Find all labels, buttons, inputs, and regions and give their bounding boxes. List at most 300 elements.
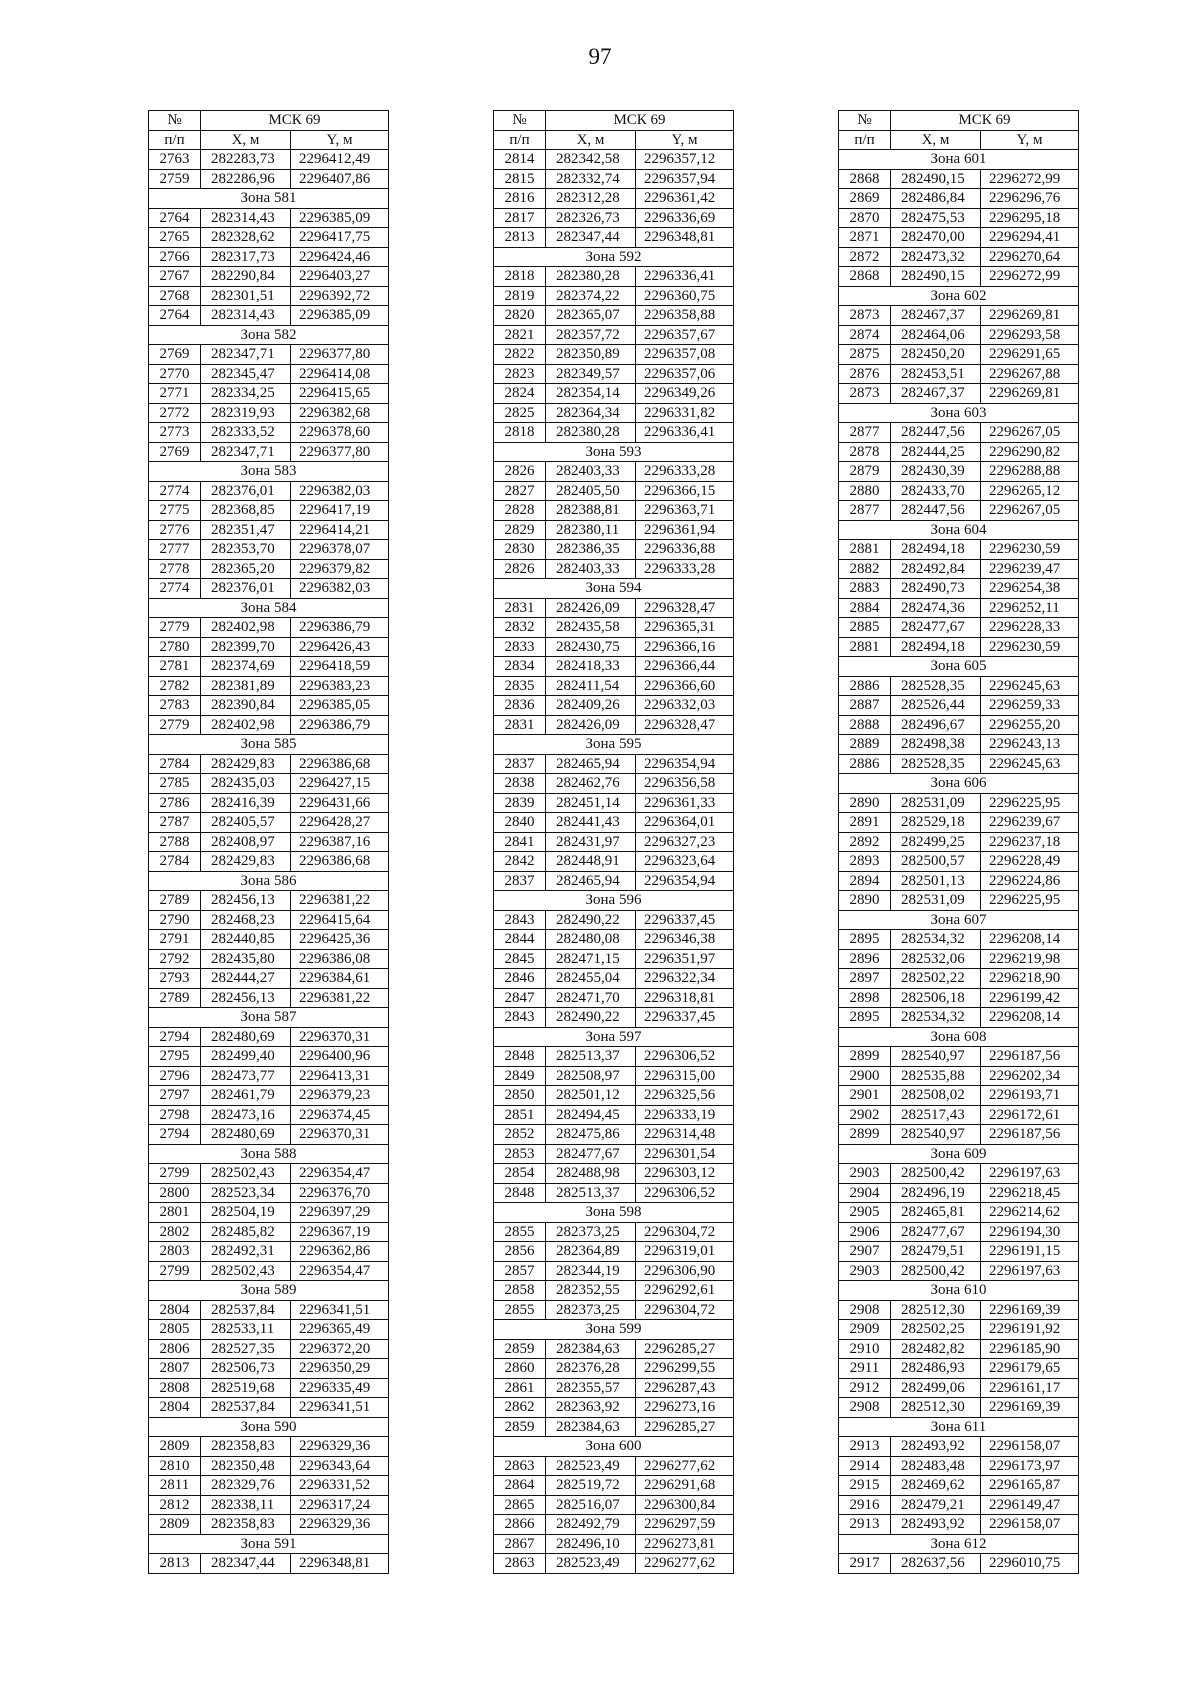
y-coordinate: 2296403,27 [291, 267, 389, 287]
x-coordinate: 282405,57 [201, 813, 291, 833]
zone-label: Зона 585 [149, 735, 389, 755]
y-coordinate: 2296361,33 [636, 793, 734, 813]
point-number: 2772 [149, 403, 201, 423]
table-row [494, 1417, 734, 1437]
x-coordinate: 282492,79 [546, 1515, 636, 1535]
point-number: 2868 [839, 267, 891, 287]
header-y: Y, м [291, 130, 389, 150]
table-row [149, 715, 389, 735]
point-number: 2868 [839, 169, 891, 189]
point-number: 2800 [149, 1183, 201, 1203]
point-number: 2812 [149, 1495, 201, 1515]
y-coordinate: 2296333,28 [636, 559, 734, 579]
table-row [494, 813, 734, 833]
x-coordinate: 282416,39 [201, 793, 291, 813]
x-coordinate: 282352,55 [546, 1281, 636, 1301]
point-number: 2874 [839, 325, 891, 345]
y-coordinate: 2296381,22 [291, 988, 389, 1008]
point-number: 2913 [839, 1437, 891, 1457]
x-coordinate: 282534,32 [891, 1008, 981, 1028]
table-row [839, 364, 1079, 384]
y-coordinate: 2296365,49 [291, 1320, 389, 1340]
point-number: 2818 [494, 423, 546, 443]
y-coordinate: 2296285,27 [636, 1417, 734, 1437]
x-coordinate: 282479,51 [891, 1242, 981, 1262]
point-number: 2885 [839, 618, 891, 638]
y-coordinate: 2296360,75 [636, 286, 734, 306]
x-coordinate: 282523,49 [546, 1456, 636, 1476]
point-number: 2782 [149, 676, 201, 696]
y-coordinate: 2296272,99 [981, 267, 1079, 287]
x-coordinate: 282347,71 [201, 345, 291, 365]
x-coordinate: 282540,97 [891, 1125, 981, 1145]
x-coordinate: 282494,18 [891, 540, 981, 560]
x-coordinate: 282502,22 [891, 969, 981, 989]
y-coordinate: 2296362,86 [291, 1242, 389, 1262]
x-coordinate: 282317,73 [201, 247, 291, 267]
header-msk: МСК 69 [891, 111, 1079, 131]
point-number: 2861 [494, 1378, 546, 1398]
table-row [839, 1495, 1079, 1515]
zone-row [494, 247, 734, 267]
point-number: 2788 [149, 832, 201, 852]
x-coordinate: 282496,67 [891, 715, 981, 735]
table-row [494, 1554, 734, 1574]
y-coordinate: 2296377,80 [291, 442, 389, 462]
x-coordinate: 282433,70 [891, 481, 981, 501]
x-coordinate: 282358,83 [201, 1515, 291, 1535]
y-coordinate: 2296348,81 [291, 1554, 389, 1574]
y-coordinate: 2296348,81 [636, 228, 734, 248]
point-number: 2818 [494, 267, 546, 287]
zone-row [839, 1027, 1079, 1047]
table-row [149, 1066, 389, 1086]
table-row [149, 754, 389, 774]
point-number: 2828 [494, 501, 546, 521]
x-coordinate: 282485,82 [201, 1222, 291, 1242]
zone-label: Зона 595 [494, 735, 734, 755]
x-coordinate: 282333,52 [201, 423, 291, 443]
table-row [149, 1456, 389, 1476]
x-coordinate: 282381,89 [201, 676, 291, 696]
y-coordinate: 2296306,52 [636, 1047, 734, 1067]
point-number: 2807 [149, 1359, 201, 1379]
header-number: № [839, 111, 891, 131]
table-row [149, 1437, 389, 1457]
table-row [149, 579, 389, 599]
x-coordinate: 282465,94 [546, 754, 636, 774]
zone-label: Зона 582 [149, 325, 389, 345]
zone-row [149, 735, 389, 755]
point-number: 2916 [839, 1495, 891, 1515]
point-number: 2823 [494, 364, 546, 384]
table-row [149, 1125, 389, 1145]
table-row [494, 1339, 734, 1359]
point-number: 2857 [494, 1261, 546, 1281]
point-number: 2808 [149, 1378, 201, 1398]
point-number: 2898 [839, 988, 891, 1008]
header-number: № [149, 111, 201, 131]
x-coordinate: 282492,31 [201, 1242, 291, 1262]
page-number: 97 [588, 44, 612, 69]
point-number: 2824 [494, 384, 546, 404]
table-row [149, 949, 389, 969]
y-coordinate: 2296337,45 [636, 910, 734, 930]
point-number: 2890 [839, 891, 891, 911]
zone-row [839, 657, 1079, 677]
x-coordinate: 282477,67 [891, 618, 981, 638]
y-coordinate: 2296364,01 [636, 813, 734, 833]
point-number: 2815 [494, 169, 546, 189]
x-coordinate: 282490,22 [546, 1008, 636, 1028]
zone-label: Зона 597 [494, 1027, 734, 1047]
y-coordinate: 2296354,94 [636, 754, 734, 774]
x-coordinate: 282384,63 [546, 1339, 636, 1359]
x-coordinate: 282516,07 [546, 1495, 636, 1515]
table-row [149, 637, 389, 657]
x-coordinate: 282502,43 [201, 1261, 291, 1281]
point-number: 2863 [494, 1554, 546, 1574]
table-row [494, 364, 734, 384]
point-number: 2814 [494, 150, 546, 170]
table-row [149, 1339, 389, 1359]
point-number: 2877 [839, 501, 891, 521]
point-number: 2848 [494, 1047, 546, 1067]
table-row [149, 1086, 389, 1106]
y-coordinate: 2296392,72 [291, 286, 389, 306]
x-coordinate: 282455,04 [546, 969, 636, 989]
y-coordinate: 2296199,42 [981, 988, 1079, 1008]
header-x: X, м [546, 130, 636, 150]
y-coordinate: 2296378,07 [291, 540, 389, 560]
x-coordinate: 282473,16 [201, 1105, 291, 1125]
table-row [494, 1164, 734, 1184]
point-number: 2847 [494, 988, 546, 1008]
point-number: 2908 [839, 1398, 891, 1418]
table-row [149, 423, 389, 443]
table-row [149, 988, 389, 1008]
table-row [839, 1300, 1079, 1320]
table-row [149, 1183, 389, 1203]
y-coordinate: 2296193,71 [981, 1086, 1079, 1106]
y-coordinate: 2296267,05 [981, 501, 1079, 521]
zone-row [149, 189, 389, 209]
y-coordinate: 2296382,03 [291, 579, 389, 599]
table-row [494, 1066, 734, 1086]
y-coordinate: 2296314,48 [636, 1125, 734, 1145]
point-number: 2859 [494, 1417, 546, 1437]
table-row [494, 1281, 734, 1301]
x-coordinate: 282334,25 [201, 384, 291, 404]
y-coordinate: 2296197,63 [981, 1164, 1079, 1184]
y-coordinate: 2296325,56 [636, 1086, 734, 1106]
x-coordinate: 282502,25 [891, 1320, 981, 1340]
table-row [839, 1183, 1079, 1203]
x-coordinate: 282494,18 [891, 637, 981, 657]
y-coordinate: 2296295,18 [981, 208, 1079, 228]
point-number: 2801 [149, 1203, 201, 1223]
point-number: 2859 [494, 1339, 546, 1359]
y-coordinate: 2296187,56 [981, 1125, 1079, 1145]
coordinates-table-2 [493, 110, 734, 1574]
y-coordinate: 2296202,34 [981, 1066, 1079, 1086]
y-coordinate: 2296237,18 [981, 832, 1079, 852]
table-row [839, 228, 1079, 248]
y-coordinate: 2296341,51 [291, 1300, 389, 1320]
y-coordinate: 2296331,82 [636, 403, 734, 423]
table-row [149, 1300, 389, 1320]
point-number: 2787 [149, 813, 201, 833]
y-coordinate: 2296269,81 [981, 306, 1079, 326]
zone-label: Зона 604 [839, 520, 1079, 540]
table-row [494, 696, 734, 716]
table-row [149, 540, 389, 560]
y-coordinate: 2296425,36 [291, 930, 389, 950]
point-number: 2802 [149, 1222, 201, 1242]
zone-row [839, 1281, 1079, 1301]
y-coordinate: 2296336,41 [636, 267, 734, 287]
y-coordinate: 2296270,64 [981, 247, 1079, 267]
x-coordinate: 282494,45 [546, 1105, 636, 1125]
table-row [494, 1261, 734, 1281]
point-number: 2805 [149, 1320, 201, 1340]
table-row [839, 715, 1079, 735]
table-row [494, 520, 734, 540]
point-number: 2813 [494, 228, 546, 248]
point-number: 2872 [839, 247, 891, 267]
table-row [839, 1437, 1079, 1457]
zone-label: Зона 605 [839, 657, 1079, 677]
point-number: 2867 [494, 1534, 546, 1554]
point-number: 2846 [494, 969, 546, 989]
table-row [494, 1495, 734, 1515]
y-coordinate: 2296366,16 [636, 637, 734, 657]
table-row [149, 910, 389, 930]
x-coordinate: 282456,13 [201, 891, 291, 911]
y-coordinate: 2296336,88 [636, 540, 734, 560]
y-coordinate: 2296299,55 [636, 1359, 734, 1379]
x-coordinate: 282475,53 [891, 208, 981, 228]
table-row [494, 852, 734, 872]
y-coordinate: 2296158,07 [981, 1515, 1079, 1535]
point-number: 2912 [839, 1378, 891, 1398]
point-number: 2848 [494, 1183, 546, 1203]
table-row [494, 325, 734, 345]
table-row [839, 793, 1079, 813]
table-row [839, 988, 1079, 1008]
x-coordinate: 282441,43 [546, 813, 636, 833]
point-number: 2799 [149, 1261, 201, 1281]
x-coordinate: 282373,25 [546, 1222, 636, 1242]
y-coordinate: 2296208,14 [981, 1008, 1079, 1028]
y-coordinate: 2296337,45 [636, 1008, 734, 1028]
point-number: 2798 [149, 1105, 201, 1125]
x-coordinate: 282283,73 [201, 150, 291, 170]
y-coordinate: 2296415,65 [291, 384, 389, 404]
table-row [149, 403, 389, 423]
zone-row [839, 520, 1079, 540]
zone-row [839, 150, 1079, 170]
zone-label: Зона 593 [494, 442, 734, 462]
point-number: 2840 [494, 813, 546, 833]
y-coordinate: 2296149,47 [981, 1495, 1079, 1515]
point-number: 2876 [839, 364, 891, 384]
x-coordinate: 282523,49 [546, 1554, 636, 1574]
y-coordinate: 2296322,34 [636, 969, 734, 989]
table-row [149, 657, 389, 677]
y-coordinate: 2296413,31 [291, 1066, 389, 1086]
y-coordinate: 2296224,86 [981, 871, 1079, 891]
x-coordinate: 282351,47 [201, 520, 291, 540]
point-number: 2855 [494, 1300, 546, 1320]
x-coordinate: 282380,28 [546, 423, 636, 443]
table-row [839, 696, 1079, 716]
x-coordinate: 282479,21 [891, 1495, 981, 1515]
point-number: 2784 [149, 754, 201, 774]
zone-row [149, 1534, 389, 1554]
table-row [149, 345, 389, 365]
table-row [149, 1242, 389, 1262]
x-coordinate: 282405,50 [546, 481, 636, 501]
table-row [149, 696, 389, 716]
table-row [839, 1456, 1079, 1476]
point-number: 2790 [149, 910, 201, 930]
table-row [149, 1495, 389, 1515]
point-number: 2826 [494, 462, 546, 482]
point-number: 2769 [149, 442, 201, 462]
zone-row [839, 1534, 1079, 1554]
x-coordinate: 282364,34 [546, 403, 636, 423]
table-row [149, 1261, 389, 1281]
table-row [494, 228, 734, 248]
x-coordinate: 282473,32 [891, 247, 981, 267]
zone-label: Зона 590 [149, 1417, 389, 1437]
y-coordinate: 2296296,76 [981, 189, 1079, 209]
table-row [494, 1105, 734, 1125]
table-row [839, 169, 1079, 189]
point-number: 2778 [149, 559, 201, 579]
zone-label: Зона 610 [839, 1281, 1079, 1301]
zone-label: Зона 607 [839, 910, 1079, 930]
y-coordinate: 2296386,79 [291, 618, 389, 638]
point-number: 2841 [494, 832, 546, 852]
x-coordinate: 282373,25 [546, 1300, 636, 1320]
table-row [839, 969, 1079, 989]
zone-label: Зона 600 [494, 1437, 734, 1457]
table-row [149, 793, 389, 813]
table-row [494, 598, 734, 618]
x-coordinate: 282490,73 [891, 579, 981, 599]
table-row [494, 150, 734, 170]
x-coordinate: 282447,56 [891, 423, 981, 443]
x-coordinate: 282535,88 [891, 1066, 981, 1086]
y-coordinate: 2296288,88 [981, 462, 1079, 482]
x-coordinate: 282312,28 [546, 189, 636, 209]
table-row [839, 598, 1079, 618]
y-coordinate: 2296431,66 [291, 793, 389, 813]
x-coordinate: 282365,07 [546, 306, 636, 326]
point-number: 2821 [494, 325, 546, 345]
x-coordinate: 282490,15 [891, 169, 981, 189]
table-row [149, 1515, 389, 1535]
header-y: Y, м [636, 130, 734, 150]
point-number: 2837 [494, 871, 546, 891]
x-coordinate: 282345,47 [201, 364, 291, 384]
x-coordinate: 282540,97 [891, 1047, 981, 1067]
y-coordinate: 2296336,69 [636, 208, 734, 228]
table-row [839, 1554, 1079, 1574]
x-coordinate: 282496,19 [891, 1183, 981, 1203]
y-coordinate: 2296291,68 [636, 1476, 734, 1496]
y-coordinate: 2296318,81 [636, 988, 734, 1008]
point-number: 2900 [839, 1066, 891, 1086]
y-coordinate: 2296333,28 [636, 462, 734, 482]
table-row [839, 1047, 1079, 1067]
zone-label: Зона 606 [839, 774, 1079, 794]
point-number: 2799 [149, 1164, 201, 1184]
point-number: 2837 [494, 754, 546, 774]
table-row [494, 1476, 734, 1496]
table-row [149, 676, 389, 696]
y-coordinate: 2296304,72 [636, 1222, 734, 1242]
table-row [149, 1105, 389, 1125]
y-coordinate: 2296323,64 [636, 852, 734, 872]
point-number: 2794 [149, 1125, 201, 1145]
x-coordinate: 282500,42 [891, 1261, 981, 1281]
y-coordinate: 2296303,12 [636, 1164, 734, 1184]
x-coordinate: 282347,71 [201, 442, 291, 462]
zone-label: Зона 587 [149, 1008, 389, 1028]
y-coordinate: 2296415,64 [291, 910, 389, 930]
point-number: 2793 [149, 969, 201, 989]
y-coordinate: 2296350,29 [291, 1359, 389, 1379]
point-number: 2774 [149, 481, 201, 501]
point-number: 2855 [494, 1222, 546, 1242]
table-row [494, 949, 734, 969]
y-coordinate: 2296387,16 [291, 832, 389, 852]
point-number: 2842 [494, 852, 546, 872]
table-row [149, 150, 389, 170]
table-row [149, 813, 389, 833]
x-coordinate: 282301,51 [201, 286, 291, 306]
point-number: 2839 [494, 793, 546, 813]
y-coordinate: 2296386,68 [291, 852, 389, 872]
y-coordinate: 2296397,29 [291, 1203, 389, 1223]
table-row [149, 618, 389, 638]
y-coordinate: 2296169,39 [981, 1300, 1079, 1320]
y-coordinate: 2296367,19 [291, 1222, 389, 1242]
y-coordinate: 2296384,61 [291, 969, 389, 989]
table-row [494, 481, 734, 501]
y-coordinate: 2296219,98 [981, 949, 1079, 969]
table-row [494, 637, 734, 657]
header-pp: п/п [149, 130, 201, 150]
point-number: 2904 [839, 1183, 891, 1203]
zone-label: Зона 589 [149, 1281, 389, 1301]
table-row [494, 540, 734, 560]
point-number: 2817 [494, 208, 546, 228]
table-row [839, 345, 1079, 365]
x-coordinate: 282358,83 [201, 1437, 291, 1457]
point-number: 2909 [839, 1320, 891, 1340]
point-number: 2819 [494, 286, 546, 306]
y-coordinate: 2296252,11 [981, 598, 1079, 618]
y-coordinate: 2296418,59 [291, 657, 389, 677]
table-row [494, 1359, 734, 1379]
y-coordinate: 2296370,31 [291, 1125, 389, 1145]
y-coordinate: 2296230,59 [981, 540, 1079, 560]
y-coordinate: 2296328,47 [636, 598, 734, 618]
